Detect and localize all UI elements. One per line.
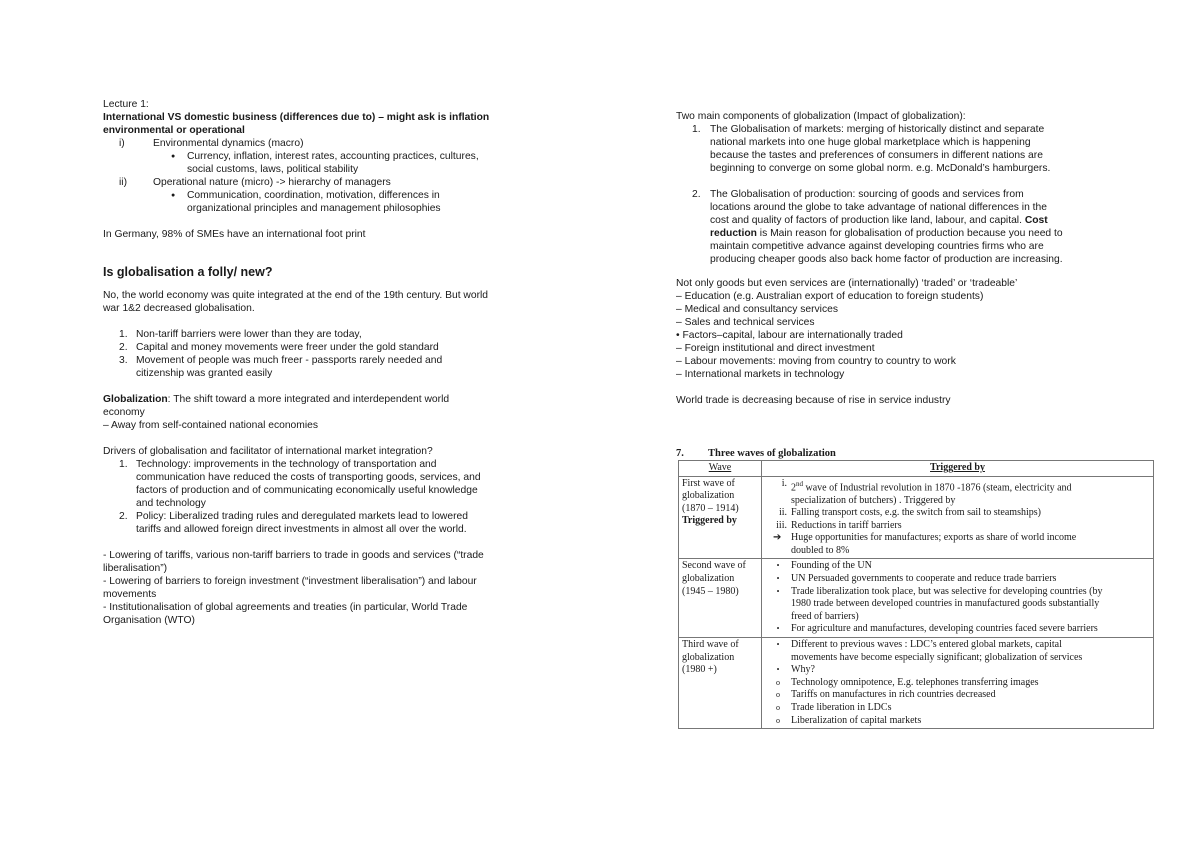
table-title-text: Three waves of globalization xyxy=(708,448,836,459)
header-triggered-by: Triggered by xyxy=(762,461,1154,477)
number-marker: 1. xyxy=(119,329,128,340)
item-line: Policy: Liberalized trading rules and deregulated markets lead to lowered xyxy=(136,511,468,522)
circle-bullet-icon: o xyxy=(776,703,780,713)
definition-term: Globalization xyxy=(103,394,168,405)
table-number: 7. xyxy=(676,448,684,459)
bullet-icon: ● xyxy=(171,192,176,199)
world-trade-statement: World trade is decreasing because of rise in service industry xyxy=(676,395,951,406)
roman-item-1 xyxy=(103,137,533,150)
intl-vs-domestic-line2: environmental or operational xyxy=(103,125,245,136)
dash-line: movements xyxy=(103,589,157,600)
item-text: cost and quality of factors of production like land, labour, and capital. xyxy=(710,215,1025,226)
circle-bullet-icon: o xyxy=(776,715,780,725)
item-text: wave of Industrial revolution in 1870 -1876 (steam, electricity and xyxy=(803,481,1072,493)
item-line: specialization of butchers) . Triggered by xyxy=(791,494,956,506)
list-item xyxy=(765,573,1150,586)
item-line: Founding of the UN xyxy=(791,560,872,572)
wave-line: First wave of xyxy=(682,477,735,489)
list-item xyxy=(765,689,1150,702)
wave-line: globalization xyxy=(682,651,735,663)
services-intro: Not only goods but even services are (internationally) ‘traded’ or ‘tradeable’ xyxy=(676,278,1018,289)
item-line: Different to previous waves : LDC’s entered global markets, capital xyxy=(791,639,1062,651)
circle-bullet-icon: o xyxy=(776,690,780,700)
paragraph-line: war 1&2 decreased globalisation. xyxy=(103,303,255,314)
table-header-row xyxy=(679,461,1154,477)
item-line: Tariffs on manufactures in rich countries decreased xyxy=(791,689,996,701)
item-line: maintain competitive advance against developing countries firms who are xyxy=(710,241,1044,252)
triggered-cell xyxy=(762,559,1154,638)
item-line xyxy=(710,214,1156,227)
roman-marker: iii. xyxy=(776,519,787,531)
list-item xyxy=(765,520,1150,533)
bullet-item xyxy=(103,189,533,215)
waves-table xyxy=(678,460,1154,729)
wave-cell xyxy=(679,559,762,638)
list-item xyxy=(765,677,1150,690)
dash-line: liberalisation”) xyxy=(103,563,168,574)
item-line: Reductions in tariff barriers xyxy=(791,519,902,531)
wave-cell xyxy=(679,638,762,729)
wave-line: globalization xyxy=(682,490,735,502)
wave-line: (1945 – 1980) xyxy=(682,585,739,597)
dash-line: - Lowering of barriers to foreign investment (“investment liberalisation”) and labour xyxy=(103,576,477,587)
service-line: – Labour movements: moving from country to country to work xyxy=(676,356,956,367)
service-line: – Education (e.g. Australian export of education to foreign students) xyxy=(676,291,984,302)
intl-vs-domestic-line1: International VS domestic business (differences due to) – might ask is inflation xyxy=(103,112,490,123)
item-line: Technology omnipotence, E.g. telephones transferring images xyxy=(791,676,1039,688)
item-line: The Globalisation of markets: merging of historically distinct and separate xyxy=(710,124,1045,135)
wave-line: (1870 – 1914) xyxy=(682,502,739,514)
roman-item-2 xyxy=(103,176,533,189)
wave-cell xyxy=(679,476,762,559)
item-line: tariffs and allowed foreign direct investments in almost all over the world. xyxy=(136,524,467,535)
item-line: The Globalisation of production: sourcing of goods and services from xyxy=(710,189,1024,200)
list-item xyxy=(765,702,1150,715)
section-heading: Is globalisation a folly/ new? xyxy=(103,265,273,279)
item-line: Capital and money movements were freer under the gold standard xyxy=(136,342,439,353)
numbered-item-3 xyxy=(103,354,533,380)
circle-bullet-icon: o xyxy=(776,677,780,687)
service-line: – Medical and consultancy services xyxy=(676,304,838,315)
bullet-icon: • xyxy=(776,586,780,596)
paragraph-line: economy xyxy=(103,407,145,418)
germany-statement: In Germany, 98% of SMEs have an international foot print xyxy=(103,229,366,240)
arrow-right-icon: ➔ xyxy=(773,532,782,544)
item-line: beginning to converge on some global norm. e.g. McDonald’s hamburgers. xyxy=(710,163,1051,174)
item-line: freed of barriers) xyxy=(791,610,859,622)
numbered-item-technology xyxy=(103,458,533,510)
bullet-icon: • xyxy=(776,624,780,634)
left-column xyxy=(103,98,533,627)
numbered-item-policy xyxy=(103,510,533,536)
emphasis-text: Cost xyxy=(1024,215,1048,226)
number-marker: 2. xyxy=(119,511,128,522)
triggered-cell xyxy=(762,638,1154,729)
service-line: – Sales and technical services xyxy=(676,317,815,328)
item-line: Why? xyxy=(791,664,815,676)
number-marker: 1. xyxy=(119,459,128,470)
dash-line: - Lowering of tariffs, various non-tariff barriers to trade in goods and services (“trade xyxy=(103,550,484,561)
item-line: Trade liberation in LDCs xyxy=(791,702,892,714)
roman-marker: ii. xyxy=(778,507,787,519)
bullet-line: Currency, inflation, interest rates, accounting practices, cultures, xyxy=(187,151,479,162)
item-line: Non-tariff barriers were lower than they are today, xyxy=(136,329,362,340)
definition-text: : The shift toward a more integrated and interdependent world xyxy=(167,394,450,405)
superscript: nd xyxy=(796,479,803,488)
list-item xyxy=(765,715,1150,728)
item-text: 2 xyxy=(791,481,796,493)
number-marker: 2. xyxy=(692,189,701,200)
triggered-cell xyxy=(762,476,1154,559)
list-item xyxy=(765,507,1150,520)
service-line: – Foreign institutional and direct investment xyxy=(676,343,875,354)
wave-line: Second wave of xyxy=(682,560,746,572)
list-item xyxy=(765,623,1150,636)
item-line: Falling transport costs, e.g. the switch from sail to steamships) xyxy=(791,507,1041,519)
drivers-heading: Drivers of globalisation and facilitator of international market integration? xyxy=(103,446,433,457)
emphasis-text: reduction xyxy=(710,228,757,239)
list-item xyxy=(765,664,1150,677)
table-row xyxy=(679,559,1154,638)
roman-marker: i) xyxy=(119,138,125,149)
wave-line: (1980 +) xyxy=(682,664,717,676)
lecture-label: Lecture 1: xyxy=(103,99,149,110)
number-marker: 1. xyxy=(692,124,701,135)
dash-line: Organisation (WTO) xyxy=(103,615,195,626)
item-line: factors of production and of communicating economically useful knowledge xyxy=(136,485,478,496)
item-line: Trade liberalization took place, but was selective for developing countries (by xyxy=(791,585,1103,597)
numbered-item-2 xyxy=(103,341,533,354)
bullet-icon: ● xyxy=(171,153,176,160)
numbered-item-1 xyxy=(103,328,533,341)
bullet-icon: • xyxy=(776,640,780,650)
roman-text: Operational nature (micro) -> hierarchy of managers xyxy=(153,177,391,188)
number-marker: 3. xyxy=(119,355,128,366)
roman-marker: i. xyxy=(781,477,787,489)
item-line: communication have reduced the costs of transporting goods, services, and xyxy=(136,472,481,483)
bullet-line: social customs, laws, political stability xyxy=(187,164,359,175)
list-item xyxy=(765,478,1150,508)
item-line: and technology xyxy=(136,498,206,509)
table-title xyxy=(676,448,836,459)
item-line: Technology: improvements in the technology of transportation and xyxy=(136,459,437,470)
item-line: UN Persuaded governments to cooperate and reduce trade barriers xyxy=(791,573,1057,585)
item-line: movements have become especially significant; globalization of services xyxy=(791,651,1083,663)
list-item xyxy=(765,560,1150,573)
bullet-icon: • xyxy=(776,665,780,675)
item-line: Liberalization of capital markets xyxy=(791,714,922,726)
right-column xyxy=(676,110,1156,407)
roman-marker: ii) xyxy=(119,177,128,188)
item-line: because the tastes and preferences of consumers in different nations are xyxy=(710,150,1043,161)
bullet-line: Communication, coordination, motivation, differences in xyxy=(187,190,440,201)
wave-line: globalization xyxy=(682,573,735,585)
item-line: locations around the globe to take advantage of national differences in the xyxy=(710,202,1047,213)
number-marker: 2. xyxy=(119,342,128,353)
bullet-icon: • xyxy=(776,561,780,571)
list-item xyxy=(765,586,1150,624)
table-row xyxy=(679,638,1154,729)
table-row xyxy=(679,476,1154,559)
service-line: – International markets in technology xyxy=(676,369,845,380)
paragraph-line: – Away from self-contained national economies xyxy=(103,420,319,431)
item-line: Huge opportunities for manufactures; exports as share of world income xyxy=(791,532,1077,544)
components-intro: Two main components of globalization (Impact of globalization): xyxy=(676,111,966,122)
item-line: citizenship was granted easily xyxy=(136,368,273,379)
globalization-definition xyxy=(103,393,533,406)
service-line: • Factors–capital, labour are internationally traded xyxy=(676,330,903,341)
item-line: producing cheaper goods also back home factor of production are increasing. xyxy=(710,254,1063,265)
paragraph-line: No, the world economy was quite integrated at the end of the 19th century. But world xyxy=(103,290,489,301)
wave-line-bold: Triggered by xyxy=(682,515,737,527)
item-line: doubled to 8% xyxy=(791,544,850,556)
item-line: For agriculture and manufactures, developing countries faced severe barriers xyxy=(791,623,1098,635)
list-item xyxy=(765,639,1150,664)
item-line: Movement of people was much freer - passports rarely needed and xyxy=(136,355,443,366)
component-item-1 xyxy=(676,123,1156,175)
component-item-2 xyxy=(676,188,1156,266)
item-line xyxy=(710,227,1156,240)
arrow-item xyxy=(765,532,1150,557)
bullet-icon: • xyxy=(776,574,780,584)
item-line: national markets into one huge global marketplace which is happening xyxy=(710,137,1031,148)
wave-line: Third wave of xyxy=(682,639,739,651)
item-text: is Main reason for globalisation of production because you need to xyxy=(756,228,1063,239)
item-line: 1980 trade between developed countries in manufactured goods substantially xyxy=(791,598,1100,610)
header-wave: Wave xyxy=(679,461,762,477)
item-line xyxy=(791,478,1150,495)
roman-text: Environmental dynamics (macro) xyxy=(153,138,304,149)
bullet-item xyxy=(103,150,533,176)
dash-line: - Institutionalisation of global agreements and treaties (in particular, World Trade xyxy=(103,602,468,613)
bullet-line: organizational principles and management philosophies xyxy=(187,203,441,214)
